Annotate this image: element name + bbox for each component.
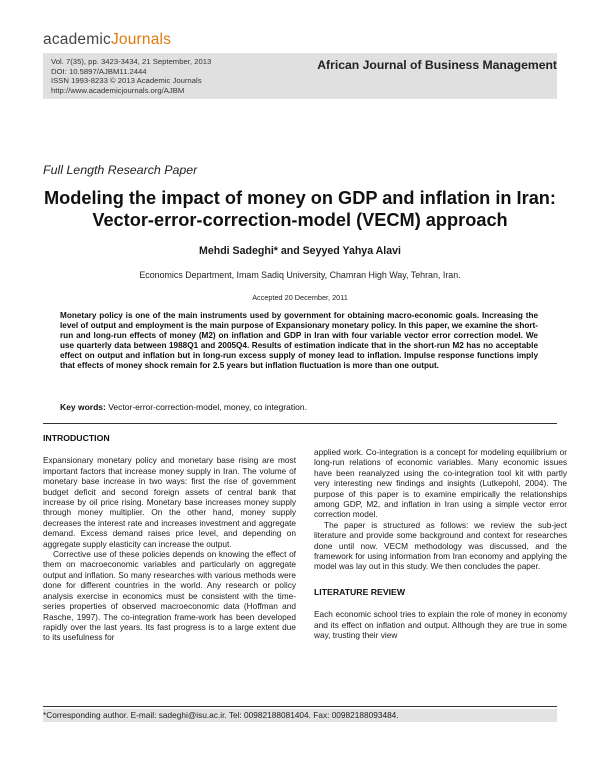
left-column bbox=[43, 433, 296, 643]
journal-name: African Journal of Business Management bbox=[317, 58, 557, 72]
accepted-date: Accepted 20 December, 2011 bbox=[252, 293, 348, 302]
authors: Mehdi Sadeghi* and Seyyed Yahya Alavi bbox=[199, 245, 401, 257]
introduction-heading: INTRODUCTION bbox=[43, 433, 110, 443]
intro-paragraph-2: Corrective use of these policies depends on knowing the effect of them on macroeconomic variables and particularly on aggregate output and inflation. So many researches with various methods were done for different countries in the world. Any research or policy analysis exercise in economics must be consistent with the time-series properties of observed macroeconomic data (Hoffman and Rasche, 1997). The co-integration frame-work has been developed rapidly over the last years. Its fast progress is to a large extent due to its usefulness for bbox=[43, 549, 296, 643]
literature-review-heading: LITERATURE REVIEW bbox=[314, 586, 406, 597]
logo-prefix: academic bbox=[43, 31, 111, 48]
article-title: Modeling the impact of money on GDP and inflation in Iran: Vector-error-correction-model (VECM) approach bbox=[44, 188, 556, 230]
volume-line: Vol. 7(35), pp. 3423-3434, 21 September, 2013 bbox=[51, 57, 212, 66]
doi-line: DOI: 10.5897/AJBM11.2444 bbox=[51, 66, 147, 76]
keywords bbox=[60, 402, 538, 413]
logo-suffix: Journals bbox=[110, 31, 172, 48]
paper-type: Full Length Research Paper bbox=[43, 163, 198, 177]
intro-paragraph-4: The paper is structured as follows: we review the sub-ject literature and provide some background and context for researches done until now. VECM methodology was discussed, and the framework for using information from Iran economy and applying the model was lay out in this study. We then concludes the paper. bbox=[314, 519, 567, 572]
abstract: Monetary policy is one of the main instruments used by government for obtaining macro-economic goals. Increasing the level of output and employment is the main purpose of Expansionary monetary policy. In this paper, we examine the short-run and long-run effects of money (M2) on inflation and GDP in Iran with four variable vector error correction model. We use quarterly data between 1988Q1 and 2005Q4. Results of estimation indicate that in the short-run M2 has no acceptable effect on output and inflation but in long-run excess supply of money lead to inflation. Impulse response functions imply that effects of money shock remain for 2.5 years but inflation fluctuation is more than one output. bbox=[60, 311, 538, 371]
footnote-divider bbox=[43, 706, 557, 707]
footnote-band bbox=[43, 709, 557, 722]
literature-paragraph-1: Each economic school tries to explain the role of money in economy and its effect on inflation and output. Although they are true in some way, trusting their view bbox=[314, 609, 567, 641]
issn-line: ISSN 1993-8233 © 2013 Academic Journals bbox=[51, 76, 202, 86]
journal-url-link[interactable]: http://www.academicjournals.org/AJBM bbox=[51, 85, 185, 95]
citation-meta bbox=[51, 57, 211, 95]
publisher-logo bbox=[43, 31, 171, 49]
abstract-divider bbox=[43, 423, 557, 424]
keywords-text: Vector-error-correction-model, money, co integration. bbox=[108, 402, 307, 412]
intro-paragraph-1: Expansionary monetary policy and monetary base rising are most important factors that increase money supply in Iran. The volume of monetary base increase in two ways: first the rise of government budget deficit and second foreign assets of central bank that increase by oil price rising. Monetary base increases money supply through money multiplier. On the other hand, money supply decreases the interest rate and increases investment and aggregate demand. Excess demand raises price level, and depending on aggregate supply elasticity can increase the output. bbox=[43, 455, 296, 549]
corresponding-author-note: *Corresponding author. E-mail: sadeghi@isu.ac.ir. Tel: 00982188081404. Fax: 00982188093484. bbox=[43, 710, 399, 720]
affiliation: Economics Department, Imam Sadiq University, Chamran High Way, Tehran, Iran. bbox=[139, 270, 461, 280]
keywords-label: Key words: bbox=[60, 402, 106, 412]
right-column bbox=[314, 447, 567, 641]
intro-paragraph-3: applied work. Co-integration is a concept for modeling equilibrium or long-run relations of economic variables. Many economic issues have been reanalyzed using the co-integration tool kit with partly very interesting new findings and insights (Lutkepohl, 2004). The purpose of this paper is to examine empirically the relationships among GDP, M2, and inflation in Iran using a simple vector error correction model. bbox=[314, 447, 567, 520]
